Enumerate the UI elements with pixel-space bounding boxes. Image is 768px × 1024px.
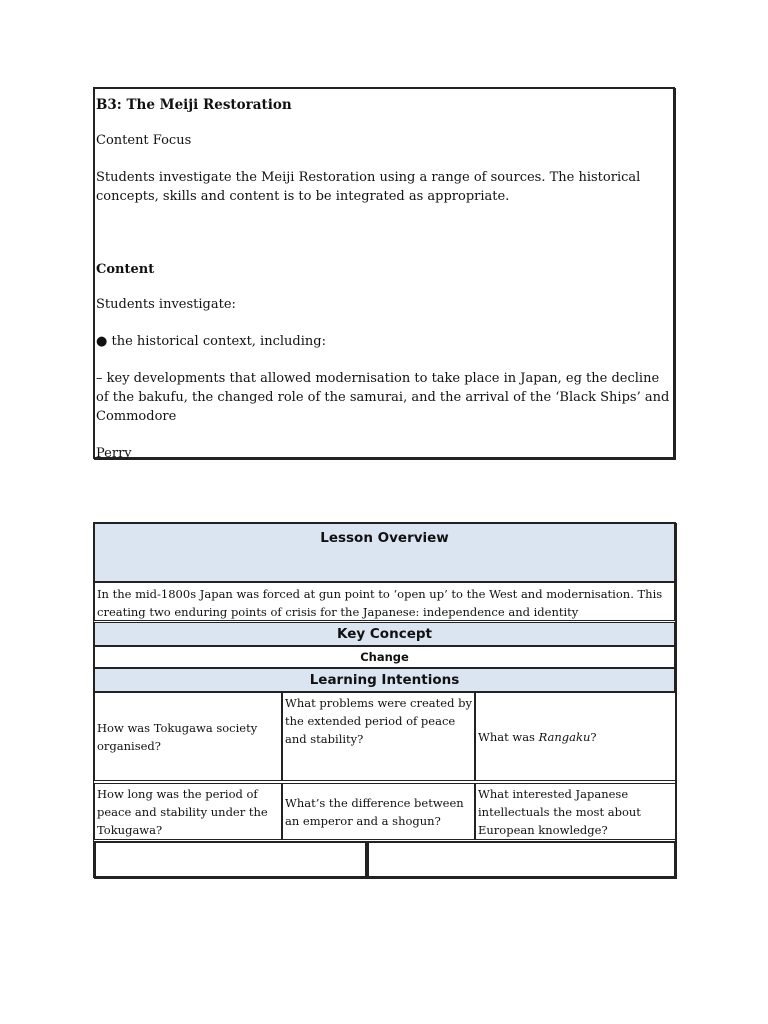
content-box	[93, 87, 675, 459]
lesson-overview-header	[94, 523, 675, 582]
intention-text: What’s the difference between an emperor and a shogun?	[285, 795, 464, 828]
overview-text: In the mid-1800s Japan was forced at gun point to ‘open up’ to the West and modernisation. This creating two enduring points of crisis for the Japanese: independence and identity	[97, 587, 663, 619]
intention-text: How was Tokugawa society organised?	[97, 720, 258, 753]
learning-intentions-title: Learning Intentions	[309, 672, 460, 688]
intention-cell	[94, 783, 282, 840]
empty-cell	[94, 841, 367, 878]
intention-text	[478, 728, 597, 746]
key-concept-text: Change	[360, 650, 409, 664]
intention-cell	[475, 692, 676, 781]
intention-text: How long was the period of peace and stability under the Tokugawa?	[97, 786, 268, 837]
content-focus-text: Students investigate the Meiji Restoration using a range of sources. The historical concepts, skills and content is to be integrated as appropriate.	[96, 170, 641, 204]
perry-line: Perry	[96, 446, 132, 461]
intention-text: What interested Japanese intellectuals the most about European knowledge?	[478, 786, 641, 837]
content-heading: Content	[96, 262, 155, 277]
lesson-overview-title: Lesson Overview	[320, 530, 449, 546]
key-concept-title: Key Concept	[337, 626, 432, 642]
rangaku-term: Rangaku	[538, 729, 591, 744]
content-focus-heading: Content Focus	[96, 133, 192, 148]
intention-text: What problems were created by the extended period of peace and stability?	[285, 696, 472, 746]
section-title: B3: The Meiji Restoration	[96, 97, 292, 113]
intention-cell	[282, 692, 475, 781]
key-concept-value	[94, 646, 675, 668]
bullet-item: ● the historical context, including:	[96, 334, 326, 349]
lesson-overview-text	[94, 582, 675, 621]
intention-text-part: ?	[590, 729, 597, 744]
students-investigate: Students investigate:	[96, 297, 236, 312]
intention-text-part: What was	[478, 729, 539, 744]
key-concept-header	[94, 622, 675, 646]
lesson-table	[93, 522, 676, 878]
intention-cell	[475, 783, 676, 840]
intention-cell	[94, 692, 282, 781]
empty-cell	[367, 841, 676, 878]
learning-intentions-header	[94, 668, 675, 692]
intention-cell	[282, 783, 475, 840]
dash-item: – key developments that allowed modernisation to take place in Japan, eg the decline of the bakufu, the changed role of the samurai, and the arrival of the ‘Black Ships’ and Commodore	[96, 371, 670, 424]
